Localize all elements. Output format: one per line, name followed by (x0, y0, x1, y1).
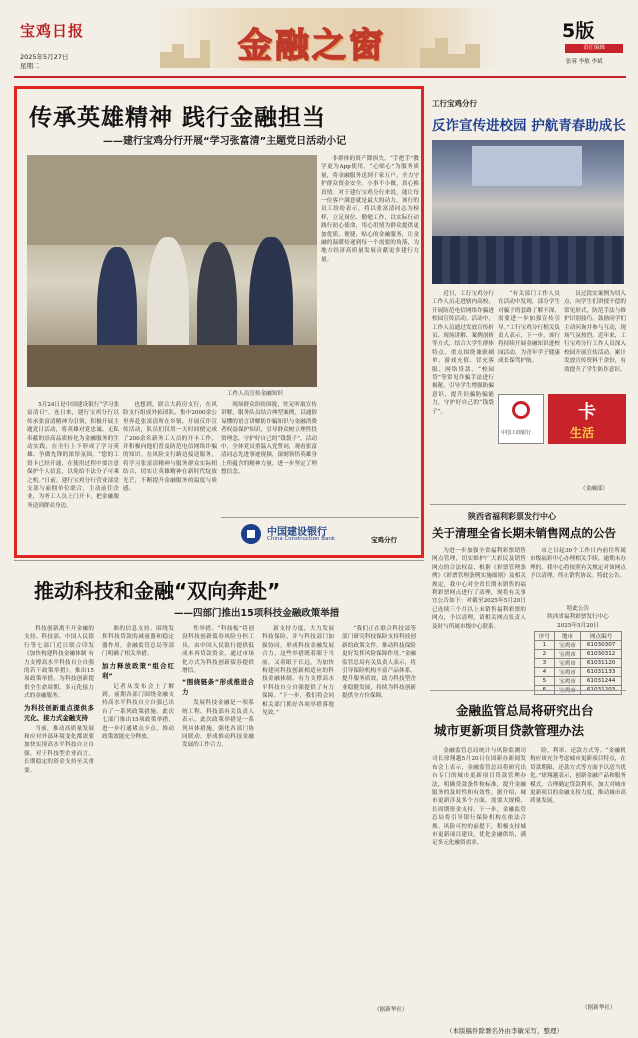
issue-date: 2025年5月27日 (20, 53, 69, 61)
table-row (535, 650, 622, 659)
ccb-branch: 宝鸡分行 (371, 536, 397, 544)
lottery-col-header: 网点编号 (581, 632, 622, 641)
table-cell: 61030312 (581, 650, 622, 659)
table-cell: 宝鸡市 (554, 659, 581, 668)
finance-headline-2: 城市更新项目贷款管理办法 (434, 723, 585, 738)
finance-col-1-text: 金融监管总局统计与风险监测司司长徐翔越5月20日在国新办新闻发布会上表示，金融监管总局将研究出台专门的城市更新项目贷款管理办法，明确贷款条件和标准，提升金融服务的及时性和有效性。据介绍，城市更新涉及多个方面，需要大规模、长周期资金支持。下一步，金融监管总局将引导银行保险机构在依法合规、风险可控的前提下，积极支持城市更新项目建设，优化金融供给，满足多元化融资需求。 (432, 748, 526, 847)
second-col-3-text-b: 发展科技金融是一项系统工程。科技部有关负责人表示，此次政策举措是一系列具体措施，强化各部门协同联动，形成推动科技金融发展的工作合力。 (182, 700, 254, 749)
lead-col-3-text: 现场群众纷纷围拢，驻足听取宣传讲解，服务队员结合典型案例，以通俗易懂的语言讲解防诈骗知识与金融消费者权益保护知识，引导群众树立理性投资理念，守护好自己的“钱袋子”。活动中，全体党员重温入党誓词，观看张富清同志先进事迹视频，深刻领悟英雄身上所蕴含的精神力量，进一步坚定了理想信念。 (221, 402, 317, 476)
ccb-logo-icon (241, 524, 261, 544)
table-cell: 宝鸡市 (554, 641, 581, 650)
lottery-col-header: 地市 (554, 632, 581, 641)
table-cell: 5 (535, 677, 555, 686)
lottery-signoff (530, 605, 626, 630)
lottery-table (534, 631, 622, 695)
second-col-1-text-b: 当前，推动高质量发展和应对外部环境变化都需要加快实现高水平科技自立自强。对于科技型企业而言，长期稳定的资金支持至关重要。 (24, 725, 94, 774)
second-col-3 (182, 625, 254, 1015)
section-banner (150, 8, 500, 68)
lead-col-1 (27, 401, 119, 551)
icbc-kicker: 工行宝鸡分行 (432, 99, 477, 108)
table-cell: 宝鸡市 (554, 650, 581, 659)
second-article (14, 560, 424, 1020)
ccb-name: 中国建设银行 (267, 527, 327, 538)
table-row (535, 659, 622, 668)
second-headline: 推动科技和金融“双向奔赴” (34, 579, 281, 603)
photo-caption: 工作人员宣传金融知识 (227, 391, 283, 397)
lead-subheadline: ——建行宝鸡分行开展“学习张富清”主题党日活动小记 (103, 136, 347, 147)
lottery-table-header (535, 632, 622, 641)
second-col-1-text: 科技创新离不开金融的支持。科技部、中国人民银行等七部门近日联合印发《加快构建科技金融体制 有力支撑高水平科技自立自强的若干政策举措》，推出15项政策举措，为科技创新提供全生命周期、多元化接力式的金融服务。 (24, 626, 94, 700)
editor-names: 张蓉 李敏 李斌 (566, 59, 603, 65)
finance-col-2-text: 险，利率、还款方式等。“金融机构应该充分考虑城市更新项目特点，在贷款期限、还款方式等方面予以适当优化。”徐翔越表示，创新金融产品和服务模式，合理确定贷款利率，加大对城市更新项目的金融支持力度，推动城市高质量发展。 (530, 748, 626, 805)
table-cell: 宝鸡市 (554, 677, 581, 686)
finance-col-2 (530, 747, 626, 1001)
icbc-col-1-text: 近日，工行宝鸡分行工作人员走进辖内高校，开展防范电信网络诈骗进校园宣传活动。活动中，工作人员通过发放宣传折页、现场讲解、案例剖析等方式，结合大学生群体特点，重点围绕兼职刷单、游戏充值、冒充客服、网络贷款、“校园贷”等常见诈骗手法进行揭秘，引导学生增强防骗意识，提升识骗防骗能力，守护好自己的“钱袋子”。 (432, 291, 494, 415)
second-col-1-heading: 为科技创新重点提供多元化、接力式金融支持 (24, 703, 94, 722)
issue-weekday: 星期二 (20, 62, 40, 70)
second-col-2-text: 准的信息支持。围绕发挥科技贷款的减量器和稳定器作用，金融监管总局等部门明确了相关举措。 (102, 626, 174, 658)
table-cell: 1 (535, 641, 555, 650)
lottery-signoff-2: 陕西省福利彩票发行中心 (547, 614, 609, 621)
newspaper-logo: 宝鸡日报 (20, 22, 85, 40)
second-col-3-text: 性举措。“科技板”将创设科技创新债券风险分担工具，由中国人民银行提供低成本再贷款资金，通过市场化方式为科技创新债券提供增信。 (182, 626, 254, 675)
icbc-col-3-text: 员过段实案例为切入点，向学生们讲授不偿的常见形式，防范手法与维护识别技巧，鼓励同学们主动问询并参与互动，现场气氛热烈。近年来，工行宝鸡分行工作人员深入校园开展宣传活动，累计发放宣传资料千余份，有效提升了学生防诈意识。 (564, 291, 626, 373)
icbc-dept: （金融部） (580, 486, 608, 492)
table-cell: 61031203 (581, 686, 622, 695)
lottery-notice (430, 504, 626, 694)
lead-headline: 传承英雄精神 践行金融担当 (29, 105, 327, 131)
second-col-4-text: 新支持力度，大力发展科技保险，并与科技部门加强协同，形成科技金融发展合力。这些举措既着眼于当前，又着眼于长远，为加快构建同科技创新相适应的科技金融体制、有力支撑高水平科技自立自强提供了有力保障。“下一步，我们将会同相关部门抓好各项举措落地见效。” (262, 626, 334, 717)
table-cell: 宝鸡市 (554, 668, 581, 677)
table-cell: 61031133 (581, 668, 622, 677)
ccb-logo-block (221, 517, 419, 551)
table-cell: 61031244 (581, 677, 622, 686)
second-col-4 (262, 625, 334, 1015)
lottery-body-1-text: 为进一步加强全省福利彩票销售网点管理，切实维护广大彩民及销售网点的合法权益，根据《彩票管理条例》《彩票管理条例实施细则》及相关规定，我中心对全省长期未销售的福利彩票网点进行了清理，现将有关事宜公告如下：对截至2025年5月20日已连续三个月以上未销售福利彩票的网点，予以清理，请相关网点负责人及时与所属市级中心联系。 (432, 548, 526, 630)
banner-small: 生活 (570, 426, 595, 440)
lead-article (14, 86, 424, 558)
icbc-card-banner (548, 394, 626, 444)
lottery-signoff-1: 特此公告 (566, 606, 590, 612)
second-col-2-heading: 加力释放政策“组合红利” (102, 661, 174, 680)
page-footer: （本版稿件除署名外由李敏采写、整理） (446, 1027, 563, 1035)
second-col-5 (342, 625, 416, 1001)
second-subheadline: ——四部门推出15项科技金融政策举措 (174, 608, 340, 619)
finance-credit: （据新华社） (582, 1005, 616, 1011)
page-number: 5版 (562, 20, 595, 42)
photo-wall (27, 155, 317, 245)
finance-col-1 (432, 747, 526, 1017)
second-credit: （据新华社） (374, 1007, 408, 1013)
photo-table (27, 345, 317, 387)
icbc-headline: 反诈宣传进校园 护航青春助成长 (432, 118, 626, 134)
lead-photo (27, 155, 317, 387)
photo-screen (472, 146, 582, 186)
lead-col-2 (123, 401, 217, 551)
masthead (0, 0, 638, 78)
icbc-col-2-text: “有关部门工作人员在活动中发现，部分学生对骗子的套路了解不深，需要进一步加强宣传引导。”工行宝鸡分行相关负责人表示，下一步，该行将持续开展金融知识进校园活动，为青年学子健康成长保驾护航。 (498, 291, 560, 365)
editor-label: 责任编辑 (565, 44, 623, 53)
lottery-col-header: 序号 (535, 632, 555, 641)
icbc-col-1 (432, 290, 494, 490)
icbc-photo (432, 140, 624, 284)
table-cell: 61030307 (581, 641, 622, 650)
lottery-signoff-3: 2025年5月20日 (557, 622, 599, 629)
lottery-kicker: 陕西省福利彩票发行中心 (468, 512, 556, 521)
table-cell: 宝鸡市 (554, 686, 581, 695)
second-col-2 (102, 625, 174, 1015)
second-col-3-heading: “围绕链条”形成推进合力 (182, 678, 254, 697)
icbc-article (430, 86, 626, 496)
banner-big-char: 卡 (578, 402, 596, 423)
table-cell: 61031120 (581, 659, 622, 668)
table-cell: 4 (535, 668, 555, 677)
icbc-logo-box (498, 394, 544, 444)
photo-audience (432, 236, 624, 284)
second-col-1 (24, 625, 94, 1015)
lottery-body-1 (432, 547, 526, 677)
masthead-rule (14, 76, 626, 78)
table-cell: 6 (535, 686, 555, 695)
icbc-promo (498, 390, 626, 450)
lottery-headline: 关于清理全省长期未销售网点的公告 (432, 526, 616, 540)
lottery-body-2-text: 市之日起30个工作日内前往所属市级福彩中心办理相关手续。逾期未办理的，我中心将按照有关规定对该网点予以清理，终止销售协议。特此公告。 (530, 548, 626, 580)
table-cell: 3 (535, 659, 555, 668)
lead-col-2-text: 也想到，联合大药房支行，在风险支行组成外拓团队，集中2000余公里奔赴张富清所在乡镇，开展反诈宣传活动，队员们仅用一天时间便完成了200余名新务工人员的开卡工作，并积极向他们普及防范电信网络诈骗的知识。在风险支行路边接送服务，将学习张富清精神与服务群众实际相结合，切实让英雄精神在新时代绽放光芒，不断提升金融服务的温度与质感。 (123, 402, 217, 493)
lead-col-1-text: 5月24日是中国建设银行“学习张富清日”。连日来，建行宝鸡分行以传承张富清精神为引领，积极开展主题党日活动，将英雄对党忠诚、无私奉献的崇高品质转化为金融服务的生动实践，在全行上下形成了学习英雄、争做先锋的浓厚氛围。“您的工资卡已经开通，在使用过程中要注意保护个人信息，以免给不法分子可乘之机。”日前，建行宝鸡分行营业部党支部与雇佣单位联合，主动前往企业，为务工人员上门开卡，把金融服务送到群众身边。 (27, 402, 119, 509)
lead-col-3 (221, 401, 317, 513)
lead-col-4-text: 非群体的资产降损失，“手把手”教学更为App使用，“心贴心”为服务质量，将金融服务送到千家万户，全力守护群众资金安全。小事不小做，真心换真情。对于建行宝鸡分行来说，能让每一位客户满意就是最大的动力。该行的员工纷纷表示，将以张富清同志为榜样，立足岗位、勤勉工作，以实际行动践行初心使命，用心用情为群众提供更加优质、便捷、贴心的金融服务，让金融的温暖传递到每一个需要的角落，为地方经济高质量发展贡献更多建行力量。 (321, 156, 419, 263)
table-row (535, 668, 622, 677)
table-cell: 2 (535, 650, 555, 659)
table-row (535, 677, 622, 686)
lottery-table-body (535, 641, 622, 695)
lead-col-4 (321, 155, 419, 549)
ccb-name-en: China Construction Bank (267, 536, 336, 542)
second-col-5-text: “我们正在联合科技部等部门研究科技保险支持科技创新的政策文件，推动科技保险更好发挥风险保障作用。”金融监管总局有关负责人表示，将引导保险机构丰富产品体系，提升服务质效，助力科技型企业稳健发展，持续为科技创新提供全方位保障。 (342, 626, 416, 700)
second-col-2-text-b: 记者从发布会上了解到，前期各部门围绕金融支持高水平科技自立自强已出台了一系列政策措施。此次七部门推出15项政策举措，进一步打通堵点卡点，推动政策效能充分释放。 (102, 683, 174, 741)
section-title: 金融之窗 (238, 26, 386, 66)
icbc-name: 中国工商银行 (501, 430, 532, 436)
lottery-body-2 (530, 547, 626, 605)
table-row (535, 641, 622, 650)
icbc-logo-icon (512, 401, 530, 419)
finance-headline-1: 金融监管总局将研究出台 (456, 703, 594, 718)
finance-article (430, 690, 626, 1030)
